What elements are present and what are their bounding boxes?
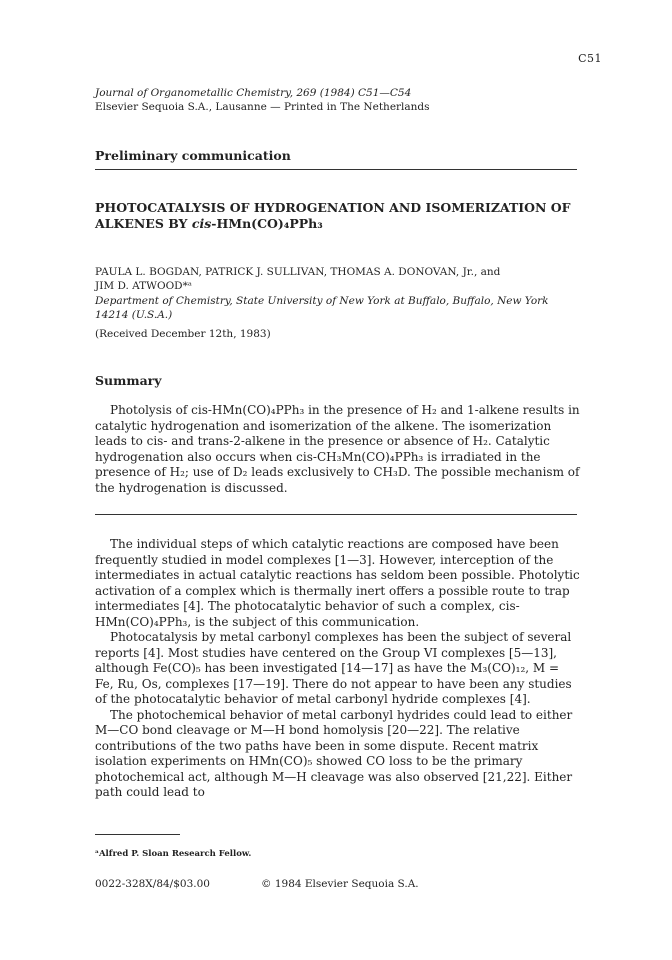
authors: [95, 265, 575, 293]
body-paragraph-3: The photochemical behavior of metal carbonyl hydrides could lead to either M—CO bond cleavage or M—H bond homolysis [20—22]. The relative contributions of the two paths have been in some dispute. Recent matrix isolation experiments on HMn(CO)₅ showed CO loss to be the primary photochemical act, although M—H cleavage was also observed [21,22]. Either path could lead to: [95, 707, 573, 799]
title-line-2-prefix: ALKENES BY: [95, 216, 192, 231]
summary-text: [95, 403, 581, 496]
body-paragraph-1: The individual steps of which catalytic reactions are composed have been frequently studied in model complexes [1—3]. However, interception of the intermediates in actual catalytic reactions has seldom been possible. Photolytic activation of a complex which is thermally inert offers a possible route to trap intermediates [4]. The photocatalytic behavior of such a complex, cis-HMn(CO)₄PPh₃, is the subject of this communication.: [95, 537, 580, 629]
journal-line-2: Elsevier Sequoia S.A., Lausanne — Printed in The Netherlands: [95, 101, 430, 113]
title-line-2-suffix: -HMn(CO)₄PPh₃: [211, 216, 323, 231]
authors-line-1: PAULA L. BOGDAN, PATRICK J. SULLIVAN, THOMAS A. DONOVAN, Jr., and: [95, 266, 501, 278]
summary-divider: [95, 514, 577, 515]
issn-code: 0022-328X/84/$03.00: [95, 878, 210, 890]
journal-citation: [95, 86, 430, 114]
article-title: [95, 200, 585, 232]
section-label: Preliminary communication: [95, 148, 291, 163]
body-paragraph-2: Photocatalysis by metal carbonyl complexes has been the subject of several reports [4]. Most studies have centered on the Group VI complexes [5—13], although Fe(CO)₅ has been investigated [14—17] as have the M₃(CO)₁₂, M = Fe, Ru, Os, complexes [17—19]. There do not appear to have been any studies of the photocatalytic behavior of metal carbonyl hydride complexes [4].: [95, 630, 572, 706]
affiliation: Department of Chemistry, State University of New York at Buffalo, Buffalo, New York 14214 (U.S.A.): [95, 295, 549, 321]
summary-paragraph: Photolysis of cis-HMn(CO)₄PPh₃ in the presence of H₂ and 1-alkene results in catalytic hydrogenation and isomerization of the alkene. The isomerization leads to cis- and trans-2-alkene in the presence or absence of H₂. Catalytic hydrogenation also occurs when cis-CH₃Mn(CO)₄PPh₃ is irradiated in the presence of H₂; use of D₂ leads exclusively to CH₃D. The possible mechanism of the hydrogenation is discussed.: [95, 403, 580, 495]
copyright-notice: © 1984 Elsevier Sequoia S.A.: [261, 878, 419, 890]
title-line-1: PHOTOCATALYSIS OF HYDROGENATION AND ISOMERIZATION OF: [95, 200, 571, 215]
footnote-rule: [95, 834, 180, 835]
journal-line-1: Journal of Organometallic Chemistry, 269 (1984) C51—C54: [95, 87, 412, 99]
received-date: (Received December 12th, 1983): [95, 328, 271, 340]
title-line-2-italic: cis: [191, 216, 212, 231]
body-text: [95, 537, 581, 801]
footnote: ᵃAlfred P. Sloan Research Fellow.: [95, 849, 252, 859]
authors-line-2: JIM D. ATWOOD*ᵃ: [95, 280, 192, 292]
page-number: C51: [578, 52, 602, 65]
title-line-2: [95, 216, 585, 232]
section-divider: [95, 169, 577, 170]
summary-heading: Summary: [95, 373, 162, 388]
